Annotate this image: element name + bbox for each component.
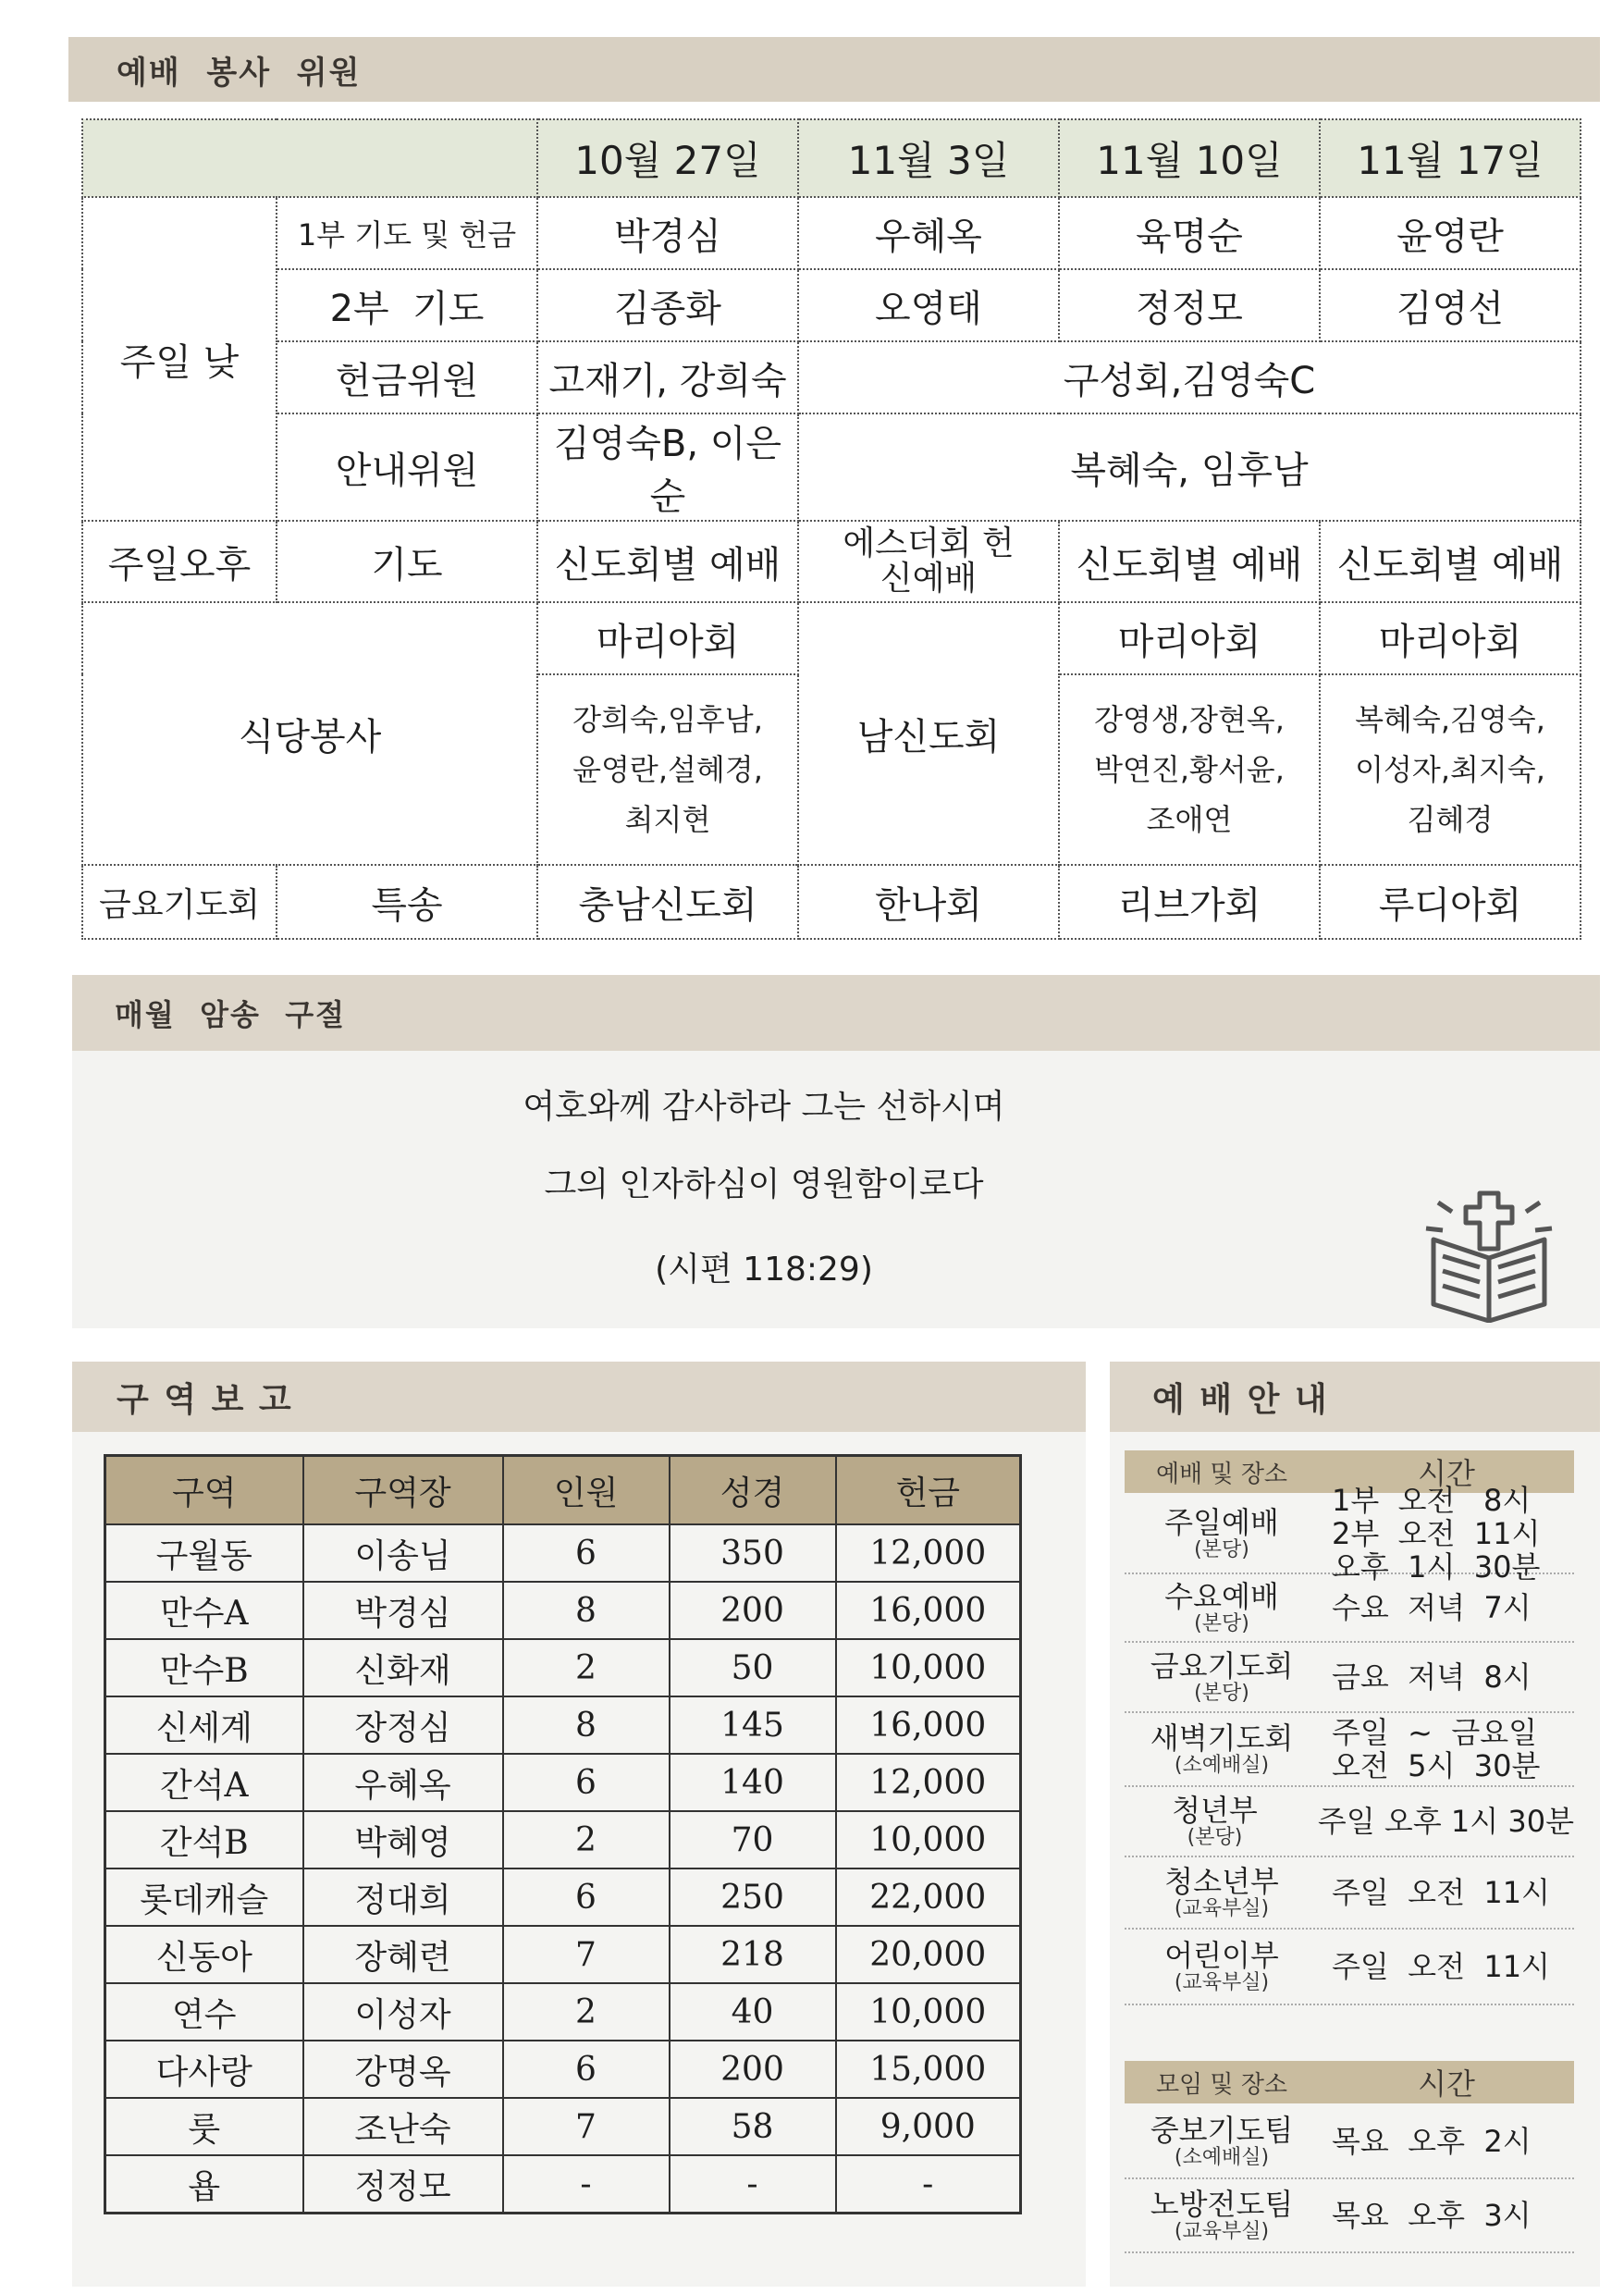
table-row xyxy=(105,1582,1021,1639)
table-cell: 6 xyxy=(503,1868,670,1926)
meeting-header xyxy=(1125,2061,1574,2103)
row-label: 기도 xyxy=(277,521,537,602)
table-cell: 350 xyxy=(670,1524,836,1582)
table-cell: - xyxy=(503,2155,670,2214)
verse-section-title: 매월 암송 구절 xyxy=(115,997,347,1032)
table-cell: 140 xyxy=(670,1754,836,1811)
table-cell: 간석A xyxy=(105,1754,303,1811)
schedule-title: 중보기도팀 xyxy=(1150,2113,1294,2148)
meeting-head-name: 모임 및 장소 xyxy=(1155,2070,1288,2099)
cell-merged: 복혜숙, 임후남 xyxy=(798,413,1581,521)
table-cell: 만수B xyxy=(105,1639,303,1696)
table-cell: 12,000 xyxy=(836,1524,1021,1582)
table-cell: 우혜옥 xyxy=(303,1754,503,1811)
table-row xyxy=(82,341,1581,413)
cell-merged: 구성회,김영숙C xyxy=(798,341,1581,413)
schedule-time xyxy=(1305,1787,1574,1856)
time-line: 주일 오전 11시 xyxy=(1332,1949,1550,1984)
verse-line-2: 그의 인자하심이 영원함이로다 xyxy=(544,1166,984,1203)
cell: 루디아회 xyxy=(1320,865,1581,939)
cell: 정정모 xyxy=(1059,269,1320,341)
schedule-title: 어린이부 xyxy=(1164,1938,1279,1973)
table-cell: 8 xyxy=(503,1696,670,1754)
schedule-name xyxy=(1125,1787,1305,1856)
schedule-row xyxy=(1125,1713,1574,1787)
cell: 마리아회 xyxy=(1320,602,1581,674)
table-cell: 조난숙 xyxy=(303,2098,503,2155)
schedule-title: 청년부 xyxy=(1172,1793,1258,1828)
schedule-section-header xyxy=(1110,1362,1600,1432)
schedule-title: 주일예배 xyxy=(1164,1505,1279,1540)
time-line: 1부 오전 8시 xyxy=(1332,1483,1532,1518)
meeting-head-time: 시간 xyxy=(1418,2066,1475,2102)
table-cell: - xyxy=(670,2155,836,2214)
table-cell: 정대희 xyxy=(303,1868,503,1926)
table-cell: 룻 xyxy=(105,2098,303,2155)
sunday-pm-label: 주일오후 xyxy=(82,521,277,602)
table-row xyxy=(82,521,1581,602)
table-cell: 16,000 xyxy=(836,1696,1021,1754)
cell: 고재기, 강희숙 xyxy=(537,341,798,413)
table-cell: 7 xyxy=(503,1926,670,1983)
cell: 신도회별 예배 xyxy=(1320,521,1581,602)
time-line: 2부 오전 11시 xyxy=(1332,1516,1541,1551)
date-2: 11월 3일 xyxy=(798,119,1059,197)
schedule-name xyxy=(1125,1643,1319,1711)
schedule-time xyxy=(1319,1713,1574,1785)
cell: 윤영란 xyxy=(1320,197,1581,269)
time-line: 주일 오전 11시 xyxy=(1332,1875,1550,1910)
schedule-place: (소예배실) xyxy=(1174,1754,1270,1777)
cell: 신도회별 예배 xyxy=(537,521,798,602)
col-header: 인원 xyxy=(503,1456,670,1525)
verse-line-1: 여호와께 감사하라 그는 선하시며 xyxy=(523,1088,1005,1126)
schedule-place: (본당) xyxy=(1194,1682,1249,1705)
time-line: 오후 1시 30분 xyxy=(1332,1549,1541,1585)
schedule-place: (소예배실) xyxy=(1174,2146,1270,2169)
schedule-row xyxy=(1125,1787,1574,1857)
table-cell: 욥 xyxy=(105,2155,303,2214)
table-row xyxy=(105,1811,1021,1868)
table-cell: 20,000 xyxy=(836,1926,1021,1983)
time-line: 목요 오후 3시 xyxy=(1332,2198,1532,2233)
cell: 김영선 xyxy=(1320,269,1581,341)
cell: 박경심 xyxy=(537,197,798,269)
cell: 마리아회 xyxy=(1059,602,1320,674)
table-cell: - xyxy=(836,2155,1021,2214)
table-cell: 신동아 xyxy=(105,1926,303,1983)
table-cell: 6 xyxy=(503,1754,670,1811)
table-cell: 2 xyxy=(503,1983,670,2041)
table-row xyxy=(105,1926,1021,1983)
table-cell: 16,000 xyxy=(836,1582,1021,1639)
schedule-name xyxy=(1125,1495,1319,1572)
cell: 에스더회 헌신예배 xyxy=(798,521,1059,602)
table-cell: 정정모 xyxy=(303,2155,503,2214)
schedule-row xyxy=(1125,2179,1574,2253)
table-cell: 10,000 xyxy=(836,1639,1021,1696)
table-cell: 박경심 xyxy=(303,1582,503,1639)
table-cell: 12,000 xyxy=(836,1754,1021,1811)
schedule-row xyxy=(1125,1483,1574,1585)
header-blank xyxy=(82,119,537,197)
cell: 마리아회 xyxy=(537,602,798,674)
schedule-section-title: 예 배 안 내 xyxy=(1152,1380,1329,1419)
cell: 김종화 xyxy=(537,269,798,341)
cell: 오영태 xyxy=(798,269,1059,341)
table-row xyxy=(105,2098,1021,2155)
cell: 김영숙B, 이은순 xyxy=(537,413,798,521)
schedule-title: 금요기도회 xyxy=(1150,1648,1294,1684)
schedule-place: (교육부실) xyxy=(1174,2220,1270,2243)
verse-reference: (시편 118:29) xyxy=(655,1251,873,1289)
row-label: 2부 기도 xyxy=(277,269,537,341)
table-row xyxy=(105,1983,1021,2041)
table-row xyxy=(105,2155,1021,2214)
cell: 한나회 xyxy=(798,865,1059,939)
col-header: 성경 xyxy=(670,1456,836,1525)
table-cell: 박혜영 xyxy=(303,1811,503,1868)
table-row xyxy=(82,197,1581,269)
schedule-time xyxy=(1319,1857,1574,1928)
schedule-row xyxy=(1125,1643,1574,1713)
table-cell: 50 xyxy=(670,1639,836,1696)
table-row xyxy=(82,269,1581,341)
schedule-time xyxy=(1319,1483,1574,1585)
table-row xyxy=(82,602,1581,674)
time-line: 주일 ~ 금요일 xyxy=(1332,1715,1538,1750)
kitchen-label: 식당봉사 xyxy=(82,602,537,865)
schedule-name xyxy=(1125,1930,1319,2004)
schedule-name xyxy=(1125,2105,1319,2177)
friday-label: 금요기도회 xyxy=(82,865,277,939)
schedule-time xyxy=(1319,1643,1574,1711)
table-cell: 7 xyxy=(503,2098,670,2155)
cell: 복혜숙,김영숙, 이성자,최지숙, 김혜경 xyxy=(1320,674,1581,865)
table-cell: 구월동 xyxy=(105,1524,303,1582)
district-section-header xyxy=(72,1362,1086,1432)
time-line: 주일 오후 1시 30분 xyxy=(1317,1804,1574,1839)
schedule-row xyxy=(1125,1930,1574,2005)
worship-section-title: 예배 봉사 위원 xyxy=(117,54,362,92)
table-cell: 만수A xyxy=(105,1582,303,1639)
time-line: 수요 저녁 7시 xyxy=(1332,1590,1532,1625)
schedule-time xyxy=(1319,2179,1574,2251)
table-cell: 이송님 xyxy=(303,1524,503,1582)
schedule-time xyxy=(1319,1930,1574,2004)
table-cell: 200 xyxy=(670,2041,836,2098)
cell: 육명순 xyxy=(1059,197,1320,269)
schedule-title: 노방전도팀 xyxy=(1150,2187,1294,2222)
worship-volunteers-table xyxy=(81,118,1581,940)
table-cell: 롯데캐슬 xyxy=(105,1868,303,1926)
schedule-time xyxy=(1319,1574,1574,1641)
cell: 강희숙,임후남, 윤영란,설혜경, 최지현 xyxy=(537,674,798,865)
cell: 충남신도회 xyxy=(537,865,798,939)
table-row xyxy=(82,865,1581,939)
schedule-time xyxy=(1319,2105,1574,2177)
table-cell: 250 xyxy=(670,1868,836,1926)
col-header: 헌금 xyxy=(836,1456,1021,1525)
date-4: 11월 17일 xyxy=(1320,119,1581,197)
time-line: 금요 저녁 8시 xyxy=(1332,1659,1532,1695)
schedule-row xyxy=(1125,2105,1574,2179)
cell: 우혜옥 xyxy=(798,197,1059,269)
date-3: 11월 10일 xyxy=(1059,119,1320,197)
cell: 신도회별 예배 xyxy=(1059,521,1320,602)
table-cell: 이성자 xyxy=(303,1983,503,2041)
date-1: 10월 27일 xyxy=(537,119,798,197)
table-cell: 6 xyxy=(503,2041,670,2098)
table-row xyxy=(105,1639,1021,1696)
schedule-place: (본당) xyxy=(1187,1826,1243,1849)
verse-section-header xyxy=(72,975,1600,1051)
district-header-row xyxy=(105,1456,1021,1525)
table-cell: 연수 xyxy=(105,1983,303,2041)
schedule-name xyxy=(1125,1574,1319,1641)
table-row xyxy=(105,2041,1021,2098)
bible-icon xyxy=(1415,1184,1563,1323)
table-cell: 145 xyxy=(670,1696,836,1754)
date-header-row xyxy=(82,119,1581,197)
table-cell: 22,000 xyxy=(836,1868,1021,1926)
schedule-place: (본당) xyxy=(1194,1538,1249,1561)
table-cell: 58 xyxy=(670,2098,836,2155)
row-label: 1부 기도 및 헌금 xyxy=(277,197,537,269)
schedule-title: 새벽기도회 xyxy=(1150,1720,1294,1756)
table-cell: 2 xyxy=(503,1639,670,1696)
table-cell: 10,000 xyxy=(836,1811,1021,1868)
cell: 리브가회 xyxy=(1059,865,1320,939)
table-cell: 강명옥 xyxy=(303,2041,503,2098)
row-label: 특송 xyxy=(277,865,537,939)
table-row xyxy=(105,1524,1021,1582)
schedule-name xyxy=(1125,1713,1319,1785)
schedule-place: (교육부실) xyxy=(1174,1971,1270,1994)
sunday-day-label: 주일 낮 xyxy=(82,197,277,521)
district-section-title: 구 역 보 고 xyxy=(117,1380,293,1419)
table-cell: 장정심 xyxy=(303,1696,503,1754)
cell: 강영생,장현옥, 박연진,황서윤, 조애연 xyxy=(1059,674,1320,865)
table-cell: 15,000 xyxy=(836,2041,1021,2098)
table-cell: 218 xyxy=(670,1926,836,1983)
table-cell: 장혜련 xyxy=(303,1926,503,1983)
time-line: 목요 오후 2시 xyxy=(1332,2124,1532,2159)
table-cell: 신화재 xyxy=(303,1639,503,1696)
table-cell: 70 xyxy=(670,1811,836,1868)
service-head-name: 예배 및 장소 xyxy=(1155,1460,1288,1488)
table-row xyxy=(82,413,1581,521)
schedule-place: (교육부실) xyxy=(1174,1897,1270,1920)
service-head-time: 시간 xyxy=(1418,1456,1475,1491)
schedule-place: (본당) xyxy=(1194,1612,1249,1635)
table-cell: 40 xyxy=(670,1983,836,2041)
district-report-table xyxy=(104,1454,1022,2214)
table-row xyxy=(105,1696,1021,1754)
table-cell: 10,000 xyxy=(836,1983,1021,2041)
schedule-name xyxy=(1125,2179,1319,2251)
table-cell: 2 xyxy=(503,1811,670,1868)
row-label: 헌금위원 xyxy=(277,341,537,413)
table-cell: 간석B xyxy=(105,1811,303,1868)
schedule-title: 수요예배 xyxy=(1164,1579,1279,1614)
table-row xyxy=(105,1754,1021,1811)
worship-section-header xyxy=(68,37,1600,102)
row-label: 안내위원 xyxy=(277,413,537,521)
schedule-name xyxy=(1125,1857,1319,1928)
table-cell: 200 xyxy=(670,1582,836,1639)
cell: 남신도회 xyxy=(798,602,1059,865)
col-header: 구역장 xyxy=(303,1456,503,1525)
time-line: 오전 5시 30분 xyxy=(1332,1748,1541,1783)
schedule-title: 청소년부 xyxy=(1164,1864,1279,1899)
table-cell: 6 xyxy=(503,1524,670,1582)
schedule-row xyxy=(1125,1574,1574,1643)
table-cell: 9,000 xyxy=(836,2098,1021,2155)
table-cell: 8 xyxy=(503,1582,670,1639)
col-header: 구역 xyxy=(105,1456,303,1525)
table-cell: 다사랑 xyxy=(105,2041,303,2098)
table-cell: 신세계 xyxy=(105,1696,303,1754)
table-row xyxy=(105,1868,1021,1926)
schedule-row xyxy=(1125,1857,1574,1930)
